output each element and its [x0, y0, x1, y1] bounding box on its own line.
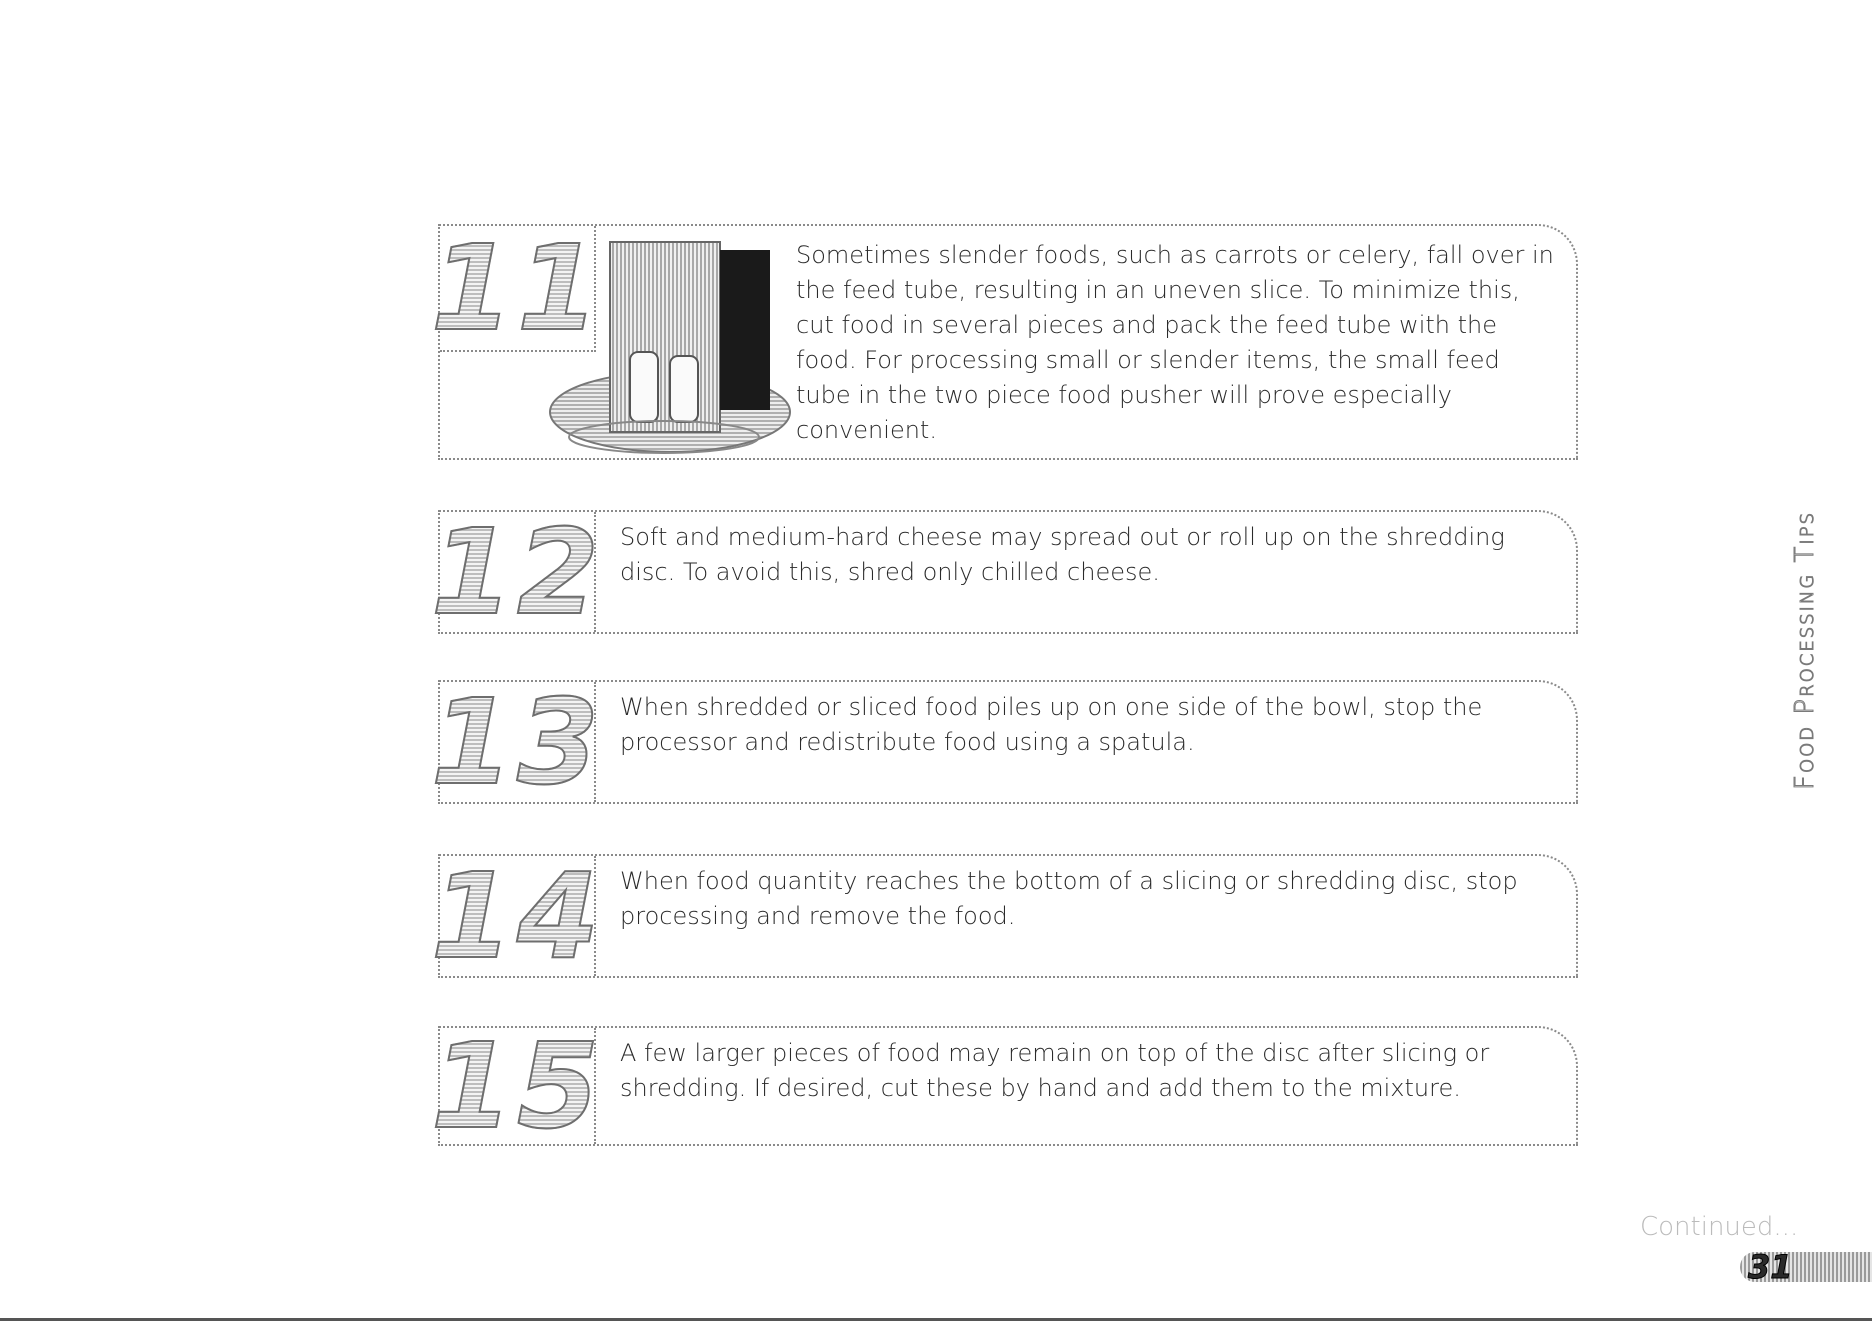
tip-number-box	[430, 503, 604, 641]
tip-number: 14	[430, 847, 604, 985]
tip-15	[430, 1017, 1578, 1155]
tip-number: 13	[430, 673, 604, 811]
tip-number-box	[430, 673, 604, 811]
tip-12	[430, 503, 1578, 641]
tip-14	[430, 847, 1578, 985]
tip-text: Sometimes slender foods, such as carrots or celery, fall over in the feed tube, resulting in an uneven slice. To minimize this, cut food in several pieces and pack the feed tube with the food. For processing small or slender items, the small feed tube in the two piece food pusher will prove especially convenient.	[796, 241, 1554, 444]
tip-text: When shredded or sliced food piles up on one side of the bowl, stop the processor and redistribute food using a spatula.	[620, 693, 1483, 756]
tip-text: A few larger pieces of food may remain on top of the disc after slicing or shredding. If desired, cut these by hand and add them to the mixture.	[620, 1039, 1490, 1102]
tip-number: 12	[430, 503, 604, 641]
tip-13	[430, 673, 1578, 811]
tip-number-box	[430, 1017, 604, 1155]
section-title: Food Processing Tips	[1790, 510, 1820, 790]
tip-11	[430, 219, 1578, 460]
tip-number-box	[430, 847, 604, 985]
tip-text: When food quantity reaches the bottom of a slicing or shredding disc, stop processing and remove the food.	[620, 867, 1518, 930]
food-processor-illustration	[540, 232, 810, 458]
continued-label: Continued...	[1640, 1212, 1799, 1242]
tip-text: Soft and medium-hard cheese may spread out or roll up on the shredding disc. To avoid this, shred only chilled cheese.	[620, 523, 1505, 586]
tip-number: 15	[430, 1017, 604, 1155]
tip-number: 11	[430, 219, 604, 357]
page-number: 31	[1748, 1248, 1793, 1286]
